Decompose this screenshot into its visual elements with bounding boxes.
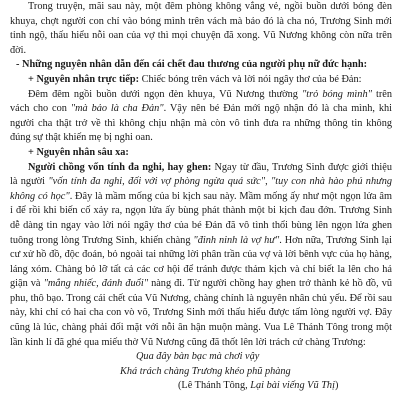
deep-cause-line (10, 146, 392, 161)
deep-cause-paragraph (10, 161, 392, 351)
poem-line-1: Qua đây bàn bạc mà chơi vậy (136, 351, 260, 363)
p3-text-a: Ngay từ đầu, Trương Sinh được giới thiệu là người (10, 161, 393, 188)
direct-cause-paragraph (10, 88, 392, 146)
section-heading-text: - Những nguyên nhân dẫn đến cái chết đau thương của người phụ nữ đức hạnh: (16, 59, 368, 71)
paragraph-direct-cause (10, 88, 392, 146)
poem-line-2: Khá trách chàng Trương khéo phũ phàng (120, 365, 291, 377)
p3-text-c: . Đây là mầm mống của bi kịch sau này. Mầm mống ấy như một ngọn lửa âm ỉ để rồi khi biến cố xảy ra, ngọn lửa ấy bùng phát thành một bi kịch đau đớn. Trương Sinh dễ dàng tin ngay vào lời nói ngây thơ của bé Đản đã vô tình thổi bùng lên ngọn lửa ghen tuông trong lòng Trương Sinh, khiến chàng (10, 190, 392, 246)
p3-lead: Người chồng vốn tính đa nghi, hay ghen: (28, 161, 212, 173)
document-page (10, 0, 392, 394)
paragraph-deep-cause (10, 161, 392, 351)
deep-cause-label: + Nguyên nhân sâu xa: (28, 146, 129, 158)
cite-author: (Lê Thánh Tông, (178, 380, 251, 392)
section-heading (10, 58, 392, 73)
paragraph-intro (10, 0, 392, 58)
p3-quote-1: "vốn tính đa nghi, đối với vợ phòng ngừa quá sức" (48, 176, 266, 188)
p3-text-e: nàng đi. Từ người chồng hay ghen trở thành kẻ hồ đồ, vũ phu, thô bạo. Trong cái chết của Vũ Nương, chàng chính là nguyên nhân chủ yếu. Để rồi sau này, khi chỉ có hai cha con vò võ, Trương Sinh mới thấu hiểu được tấm lòng người vợ. Đây cũng là lúc, chàng phải đối mặt với nỗi ân hận muộn màng. Vua Lê Thánh Tông trong một lần kinh lí đã ghé qua miếu thờ Vũ Nương cũng đã thốt lên lời trách cứ chàng Trương: (10, 278, 392, 348)
p2-text-b: trên vách cho con (10, 88, 392, 115)
cite-close: ) (334, 380, 339, 392)
p2-text-a: Đêm đêm ngồi buồn dưới ngọn đèn khuya, Vũ Nương thường (28, 88, 302, 100)
p3-quote-2: "tuy con nhà hào phú nhưng không có học" (10, 176, 393, 202)
p3-text-d: . Hơn nữa, Trương Sinh lại cư xử hồ đồ, độc đoán, bỏ ngoài tai những lời phân trần của vợ và lời bênh vực của họ hàng, láng xóm. Chàng bỏ lỡ tất cả các cơ hội để tránh được thảm kịch và chỉ biết la lên cho hả giận và (10, 234, 392, 290)
direct-cause-text: Chiếc bóng trên vách và lời nói ngây thơ của bé Đản: (139, 73, 362, 85)
direct-cause-label: + Nguyên nhân trực tiếp: (28, 73, 140, 85)
p2-text-c: . Vậy nên bé Đản mới ngộ nhận đó là cha mình, khi người cha thật trở về thì không chịu nhận mà còn vô tình đưa ra những thông tin không đúng sự thật khiến mẹ bị nghi oan. (10, 103, 392, 144)
direct-cause-line (10, 73, 392, 88)
p3-quote-3: "đinh ninh là vợ hư" (193, 234, 280, 246)
poem-citation (10, 379, 392, 394)
cite-title: Lại bài viếng Vũ Thị (250, 380, 335, 392)
p2-quote-1: "trỏ bóng mình" (301, 88, 372, 100)
p3-quote-4: "mắng nhiếc, đánh đuổi" (43, 278, 149, 290)
p3-text-b: , (265, 176, 271, 188)
intro-text: Trong truyện, mãi sau này, một đêm phòng không vắng vẻ, ngồi buồn dưới bóng đèn khuya, chợt người con chỉ vào bóng mình trên vách mà bảo đó là cha nó, Trương Sinh mới tỉnh ngộ, thấu hiểu nỗi oan của vợ thì mọi chuyện đã xong. Vũ Nương không còn nữa trên đời. (10, 1, 392, 56)
p2-quote-2: "mà bảo là cha Đản" (70, 103, 164, 115)
